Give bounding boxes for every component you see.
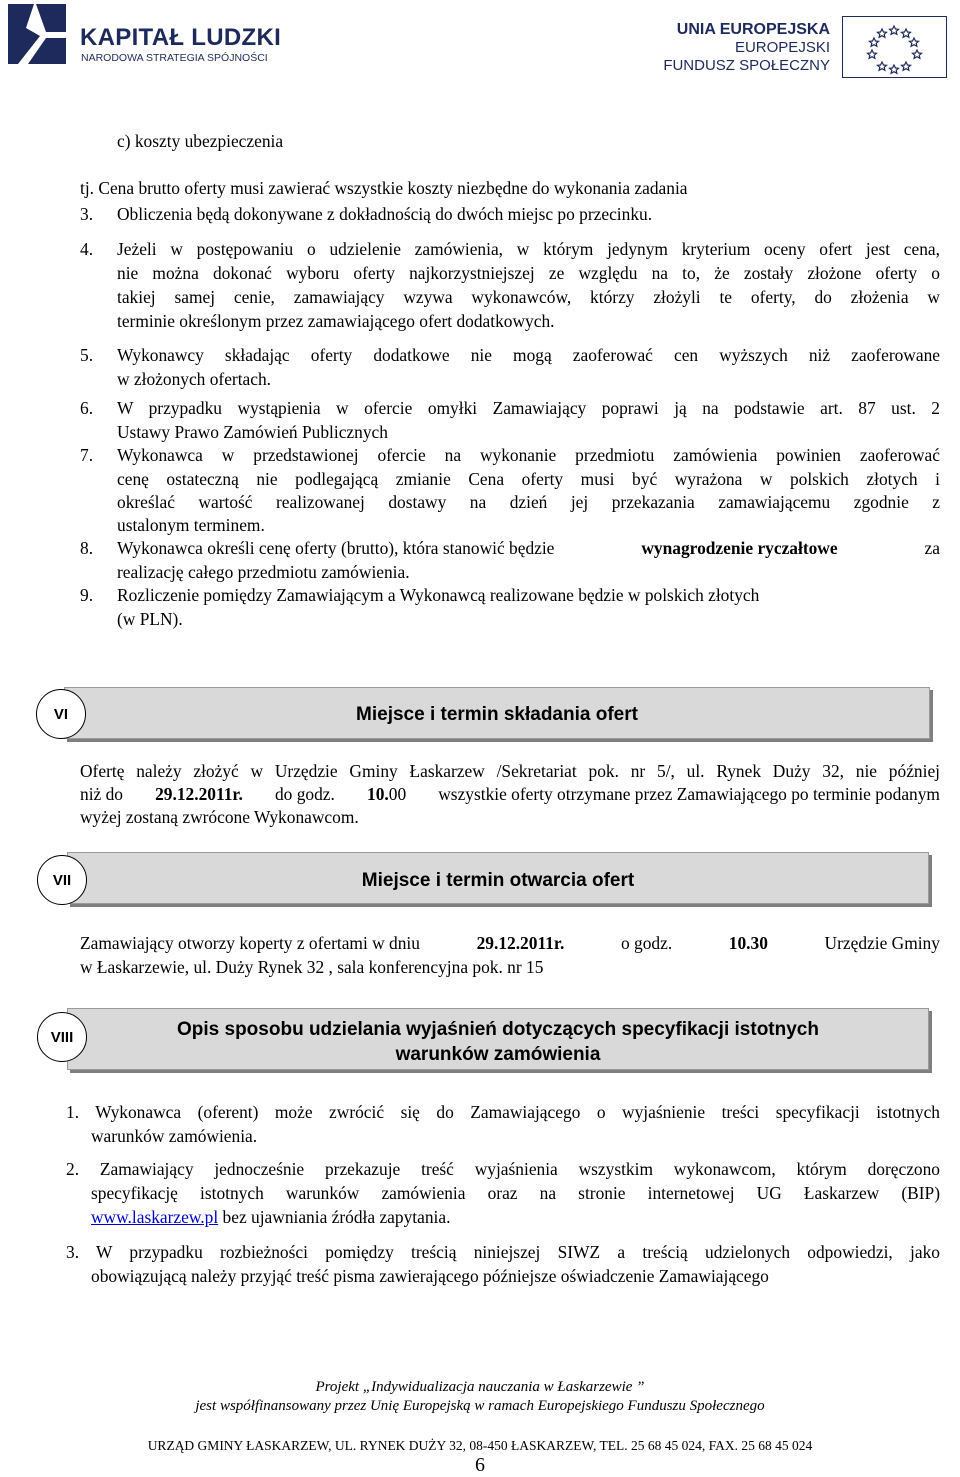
eu-logo-line3: FUNDUSZ SPOŁECZNY [663, 57, 830, 74]
item-7-line: cenę ostateczną nie podlegającą zmianie Cena oferty musi być wyrażona w polskich złotych i [117, 469, 940, 489]
section-8-p2-line: 2. Zamawiający jednocześnie przekazuje treść wyjaśnienia wszystkim wykonawcom, którym doręczono [66, 1159, 940, 1179]
item-4-line: Jeżeli w postępowaniu o udzielenie zamówienia, w którym jedynym kryterium oceny ofert jest cena, [117, 239, 940, 259]
section-8-p3-line: 3. W przypadku rozbieżności pomiędzy treścią niniejszej SIWZ a treścią udzielonych odpowiedzi, jako [66, 1242, 940, 1262]
item-8-text: Wykonawca określi cenę oferty (brutto), która stanowić będzie [117, 538, 555, 558]
item-5-line: w złożonych ofertach. [117, 369, 272, 389]
item-6-line: Ustawy Prawo Zamówień Publicznych [117, 422, 388, 442]
section-8-header [67, 1008, 929, 1070]
deadline-time [367, 783, 406, 806]
eu-logo-line1: UNIA EUROPEJSKA [676, 21, 830, 38]
deadline-time-rest: 00 [388, 784, 407, 804]
section-7-text: o godz. [620, 933, 673, 953]
item-number: 8. [80, 538, 94, 558]
item-4-line: nie można dokonać wyboru oferty najkorzystniejszej ze względu na to, że zostały złożone oferty o [117, 263, 940, 283]
section-8-p3-line: obowiązującą należy przyjąć treść pisma zawierającego późniejsze oświadczenie Zamawiającego [91, 1266, 769, 1286]
footer-cofinanced: jest współfinansowany przez Unię Europejską w ramach Europejskiego Funduszu Społecznego [195, 1398, 765, 1414]
section-8-text: bez ujawniania źródła zapytania. [222, 1207, 451, 1227]
kapital-ludzki-logo-subtitle: NARODOWA STRATEGIA SPÓJNOŚCI [81, 52, 268, 64]
item-9-line: Rozliczenie pomiędzy Zamawiającym a Wykonawcą realizowane będzie w polskich złotych [117, 585, 760, 605]
section-6-line [80, 783, 940, 806]
eu-logo-line2: EUROPEJSKI [734, 39, 830, 56]
item-8-text: za [924, 538, 940, 558]
section-6-title: Miejsce i termin składania ofert [356, 704, 638, 725]
section-7-text: Urzędzie Gminy [824, 933, 940, 953]
eu-logo-text [663, 20, 830, 75]
eu-flag-icon [842, 16, 947, 78]
item-3-text: Obliczenia będą dokonywane z dokładnością do dwóch miejsc po przecinku. [117, 204, 653, 224]
section-7-line [80, 932, 940, 955]
item-number: 6. [80, 398, 94, 418]
section-7-number: VII [37, 855, 87, 905]
item-7-line: określać wartość realizowanej dostawy na dzień jej przekazania zamawiającemu zgodnie z [117, 492, 940, 512]
section-8-p1-line: warunków zamówienia. [91, 1126, 258, 1146]
section-6-header [64, 687, 930, 739]
section-8-p1-line: 1. Wykonawca (oferent) może zwrócić się do Zamawiającego o wyjaśnienie treści specyfikacji istotnych [66, 1102, 940, 1122]
deadline-date: 29.12.2011r. [155, 784, 243, 804]
item-8-bold: wynagrodzenie ryczałtowe [641, 538, 838, 558]
opening-time: 10.30 [728, 933, 768, 953]
section-7-text: Zamawiający otworzy koperty z ofertami w dniu [80, 933, 420, 953]
section-8-p2-line [91, 1206, 450, 1229]
item-number: 7. [80, 445, 94, 465]
footer-project: Projekt „Indywidualizacja nauczania w Łaskarzewie ” [315, 1379, 645, 1395]
section-6-text: wszystkie oferty otrzymane przez Zamawiającego po terminie podanym [438, 784, 940, 804]
item-4-line: takiej samej cenie, zamawiający wzywa wykonawców, którzy złożyli te oferty, do złożenia w [117, 287, 940, 307]
item-4-line: terminie określonym przez zamawiającego ofert dodatkowych. [117, 311, 555, 331]
item-7-line: Wykonawca w przedstawionej ofercie na wykonanie przedmiotu zamówienia powinien zaoferować [117, 445, 940, 465]
page-number: 6 [475, 1454, 485, 1476]
item-7-line: ustalonym terminem. [117, 515, 265, 535]
kapital-ludzki-logo-icon [6, 2, 68, 66]
section-7-line: w Łaskarzewie, ul. Duży Rynek 32 , sala konferencyjna pok. nr 15 [80, 957, 544, 977]
kapital-ludzki-logo-title: KAPITAŁ LUDZKI [80, 24, 282, 51]
section-8-title-line2: warunków zamówienia [395, 1044, 601, 1065]
section-7-title: Miejsce i termin otwarcia ofert [361, 870, 635, 891]
section-6-number: VI [36, 689, 86, 739]
item-9-line: (w PLN). [117, 609, 183, 629]
section-6-text: do godz. [274, 784, 335, 804]
website-link[interactable]: www.laskarzew.pl [91, 1207, 219, 1227]
item-number: 5. [80, 345, 94, 365]
footer-address: URZĄD GMINY ŁASKARZEW, UL. RYNEK DUŻY 32, 08-450 ŁASKARZEW, TEL. 25 68 45 024, FAX. 25 68 45 024 [147, 1438, 813, 1453]
section-6-line: wyżej zostaną zwrócone Wykonawcom. [80, 807, 359, 827]
section-6-line: Ofertę należy złożyć w Urzędzie Gminy Łaskarzew /Sekretariat pok. nr 5/, ul. Rynek Duży 32, nie później [80, 761, 940, 781]
item-5-line: Wykonawcy składając oferty dodatkowe nie mogą zaoferować cen wyższych niż zaoferowane [117, 345, 940, 365]
item-6-line: W przypadku wystąpienia w ofercie omyłki Zamawiający poprawi ją na podstawie art. 87 ust. 2 [117, 398, 940, 418]
item-8-line [117, 537, 940, 560]
section-6-text: niż do [80, 784, 123, 804]
deadline-time-bold: 10. [367, 784, 389, 804]
section-8-p2-line: specyfikację istotnych warunków zamówienia oraz na stronie internetowej UG Łaskarzew (BIP) [91, 1183, 940, 1203]
section-7-header [67, 852, 929, 904]
price-note: tj. Cena brutto oferty musi zawierać wszystkie koszty niezbędne do wykonania zadania [80, 178, 688, 198]
section-8-number: VIII [37, 1012, 87, 1062]
item-8-line: realizację całego przedmiotu zamówienia. [117, 562, 410, 582]
item-number: 4. [80, 239, 94, 259]
opening-date: 29.12.2011r. [476, 933, 565, 953]
section-8-title-line1: Opis sposobu udzielania wyjaśnień dotyczących specyfikacji istotnych [177, 1019, 819, 1040]
item-number: 9. [80, 585, 94, 605]
item-number: 3. [80, 204, 94, 224]
cost-item-c: c) koszty ubezpieczenia [117, 131, 284, 151]
